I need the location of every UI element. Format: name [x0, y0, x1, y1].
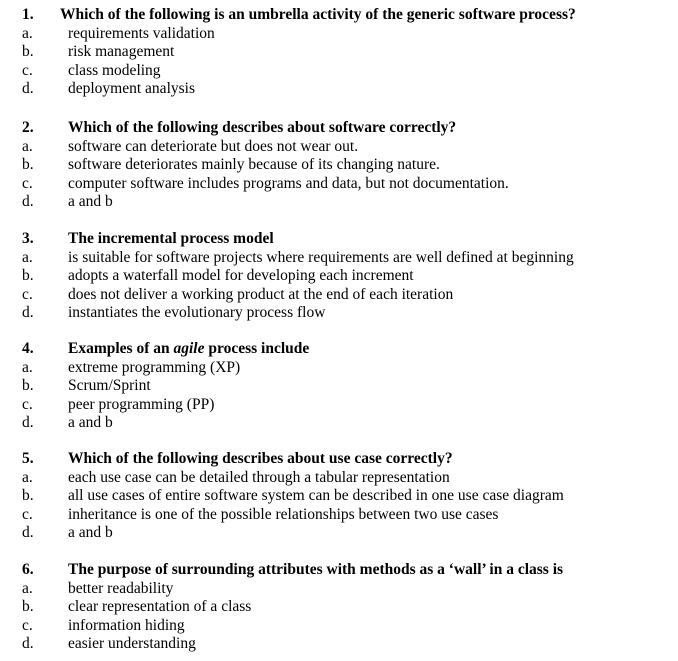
option-letter: c.	[22, 61, 33, 79]
option-row	[0, 304, 678, 323]
option-text: adopts a waterfall model for developing each increment	[68, 267, 414, 284]
question-stem-emphasis: agile	[173, 340, 205, 357]
option-text: software can deteriorate but does not wear out.	[68, 137, 359, 155]
question-stem-part: Examples of an	[68, 340, 174, 357]
option-text: clear representation of a class	[68, 598, 252, 615]
question-stem: The incremental process model	[68, 230, 274, 247]
question-6	[0, 561, 678, 654]
option-letter: b.	[22, 598, 34, 615]
option-row	[0, 62, 678, 81]
question-stem-row	[0, 119, 678, 138]
option-text: better readability	[68, 579, 174, 597]
option-text: computer software includes programs and data, but not documentation.	[68, 174, 509, 192]
option-letter: d.	[22, 414, 34, 431]
option-text: class modeling	[68, 61, 161, 79]
option-letter: c.	[22, 616, 33, 634]
option-text: requirements validation	[68, 24, 215, 42]
option-letter: b.	[22, 267, 34, 284]
option-letter: a.	[22, 24, 33, 42]
option-text: does not deliver a working product at the end of each iteration	[68, 285, 454, 303]
option-row	[0, 286, 678, 305]
question-stem-row	[0, 230, 678, 249]
question-stem: Which of the following describes about software correctly?	[68, 119, 457, 136]
option-row	[0, 193, 678, 212]
option-letter: b.	[22, 43, 34, 60]
question-stem-row	[0, 340, 678, 359]
option-row	[0, 598, 678, 617]
question-5	[0, 450, 678, 543]
option-row	[0, 396, 678, 415]
option-text: extreme programming (XP)	[68, 358, 241, 376]
question-3	[0, 230, 678, 323]
question-1	[0, 6, 678, 99]
option-text: risk management	[68, 43, 175, 60]
option-letter: d.	[22, 524, 34, 541]
option-row	[0, 359, 678, 378]
question-stem	[68, 340, 309, 359]
option-row	[0, 175, 678, 194]
option-row	[0, 267, 678, 286]
option-row	[0, 80, 678, 99]
option-letter: d.	[22, 304, 34, 321]
option-text: easier understanding	[68, 635, 196, 652]
option-row	[0, 25, 678, 44]
question-stem: Which of the following describes about use case correctly?	[68, 450, 453, 467]
option-letter: c.	[22, 285, 33, 303]
option-row	[0, 156, 678, 175]
option-letter: b.	[22, 156, 34, 173]
option-letter: c.	[22, 174, 33, 192]
option-row	[0, 635, 678, 654]
question-4	[0, 340, 678, 433]
option-letter: b.	[22, 487, 34, 504]
option-letter: a.	[22, 137, 33, 155]
option-text: Scrum/Sprint	[68, 377, 151, 394]
option-letter: d.	[22, 80, 34, 97]
option-letter: c.	[22, 505, 33, 523]
question-number: 5.	[22, 450, 34, 467]
question-number: 3.	[22, 230, 34, 247]
option-letter: a.	[22, 468, 33, 486]
option-letter: a.	[22, 248, 33, 266]
question-number: 2.	[22, 119, 34, 136]
option-letter: a.	[22, 358, 33, 376]
option-row	[0, 138, 678, 157]
option-text: a and b	[68, 524, 113, 541]
option-text: is suitable for software projects where requirements are well defined at beginning	[68, 248, 574, 266]
option-row	[0, 414, 678, 433]
option-row	[0, 43, 678, 62]
question-stem-row	[0, 561, 678, 580]
question-2	[0, 119, 678, 212]
question-stem: The purpose of surrounding attributes with methods as a ‘wall’ in a class is	[68, 561, 564, 578]
option-text: software deteriorates mainly because of its changing nature.	[68, 156, 440, 173]
option-letter: b.	[22, 377, 34, 394]
option-text: instantiates the evolutionary process flow	[68, 304, 326, 321]
option-text: a and b	[68, 414, 113, 431]
option-row	[0, 377, 678, 396]
option-row	[0, 580, 678, 599]
option-text: all use cases of entire software system can be described in one use case diagram	[68, 487, 564, 504]
option-row	[0, 506, 678, 525]
option-text: information hiding	[68, 616, 185, 634]
option-letter: c.	[22, 395, 33, 413]
option-text: a and b	[68, 193, 113, 210]
question-stem: Which of the following is an umbrella activity of the generic software process?	[60, 6, 576, 23]
option-letter: d.	[22, 193, 34, 210]
option-row	[0, 524, 678, 543]
option-text: deployment analysis	[68, 80, 195, 97]
option-text: each use case can be detailed through a tabular representation	[68, 468, 450, 486]
question-number: 6.	[22, 561, 34, 578]
option-row	[0, 617, 678, 636]
option-text: inheritance is one of the possible relationships between two use cases	[68, 505, 499, 523]
question-stem-row	[0, 450, 678, 469]
option-letter: d.	[22, 635, 34, 652]
option-row	[0, 249, 678, 268]
question-number: 1.	[22, 6, 34, 23]
option-letter: a.	[22, 579, 33, 597]
question-stem-part: process include	[204, 340, 310, 357]
question-stem-row	[0, 6, 678, 25]
option-row	[0, 487, 678, 506]
question-number: 4.	[22, 340, 34, 357]
option-text: peer programming (PP)	[68, 395, 215, 413]
option-row	[0, 469, 678, 488]
